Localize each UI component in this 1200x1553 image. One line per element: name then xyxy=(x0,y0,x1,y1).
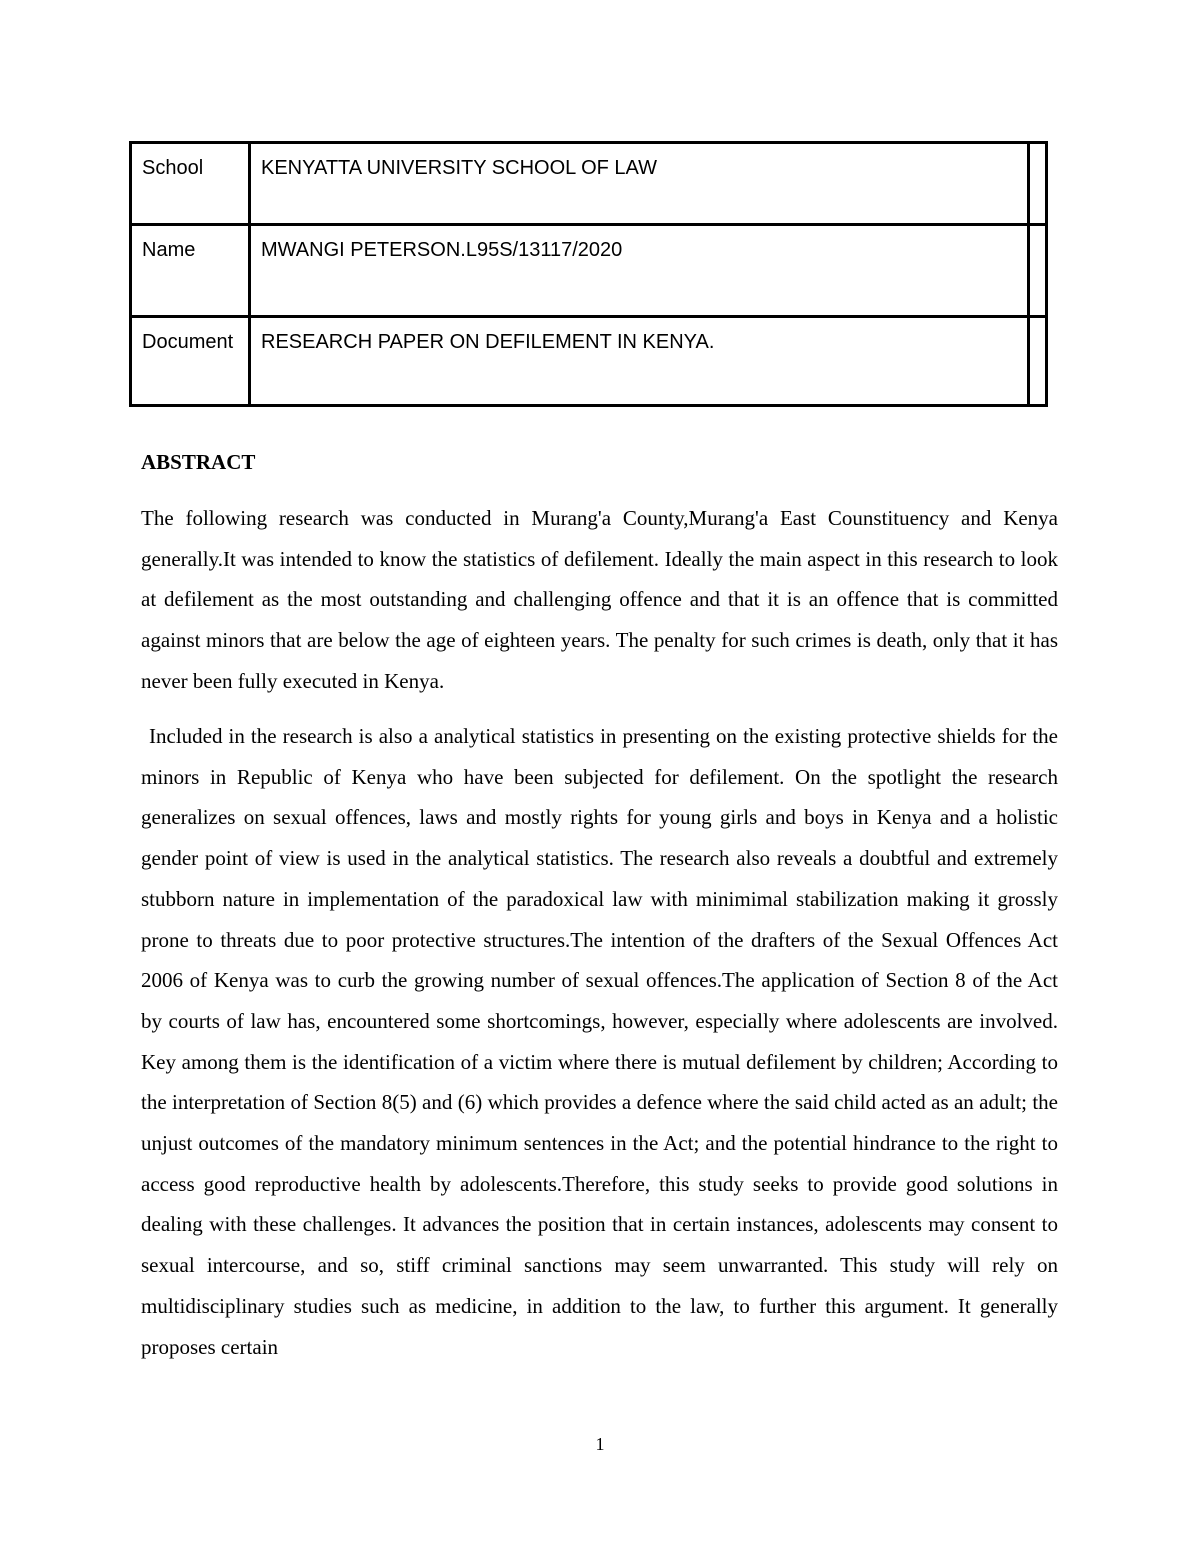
document-label: Document xyxy=(142,331,234,353)
abstract-paragraph-1: The following research was conducted in Murang'a County,Murang'a East Counstituency and Kenya generally.It was intended to know the statistics of defilement. Ideally the main aspect in this research to look at defilement as the most outstanding and challenging offence and that it is an offence that is committed against minors that are below the age of eighteen years. The penalty for such crimes is death, only that it has never been fully executed in Kenya. xyxy=(141,506,1058,693)
table-row-school xyxy=(132,144,1045,226)
name-value: MWANGI PETERSON.L95S/13117/2020 xyxy=(261,239,623,261)
page-number: 1 xyxy=(595,1434,605,1454)
abstract-paragraph-2: Included in the research is also a analytical statistics in presenting on the existing protective shields for the minors in Republic of Kenya who have been subjected for defilement. On the spotlight the research generalizes on sexual offences, laws and mostly rights for young girls and boys in Kenya and a holistic gender point of view is used in the analytical statistics. The research also reveals a doubtful and extremely stubborn nature in implementation of the paradoxical law with minimimal stabilization making it grossly prone to threats due to poor protective structures.The intention of the drafters of the Sexual Offences Act 2006 of Kenya was to curb the growing number of sexual offences.The application of Section 8 of the Act by courts of law has, encountered some shortcomings, however, especially where adolescents are involved. Key among them is the identification of a victim where there is mutual defilement by children; According to the interpretation of Section 8(5) and (6) which provides a defence where the said child acted as an adult; the unjust outcomes of the mandatory minimum sentences in the Act; and the potential hindrance to the right to access good reproductive health by adolescents.Therefore, this study seeks to provide good solutions in dealing with these challenges. It advances the position that in certain instances, adolescents may consent to sexual intercourse, and so, stiff criminal sanctions may seem unwarranted. This study will rely on multidisciplinary studies such as medicine, in addition to the law, to further this argument. It generally proposes certain xyxy=(141,724,1058,1359)
school-value: KENYATTA UNIVERSITY SCHOOL OF LAW xyxy=(261,157,657,179)
table-row-document xyxy=(132,318,1045,404)
abstract-heading: ABSTRACT xyxy=(141,450,256,474)
table-row-name xyxy=(132,226,1045,318)
school-label: School xyxy=(142,157,204,179)
name-label: Name xyxy=(142,239,196,261)
info-table xyxy=(129,141,1048,407)
document-value: RESEARCH PAPER ON DEFILEMENT IN KENYA. xyxy=(261,331,715,353)
